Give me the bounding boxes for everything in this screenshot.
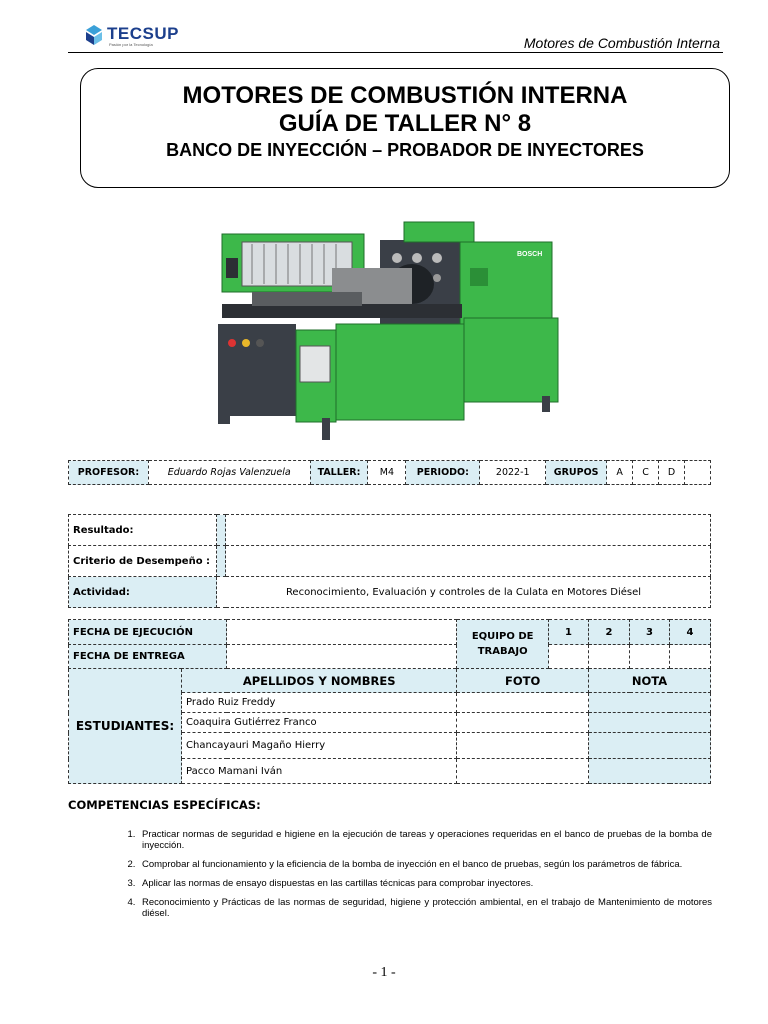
col-nota: NOTA bbox=[589, 669, 711, 693]
student-nota-3[interactable] bbox=[589, 733, 711, 759]
criterio-spacer bbox=[217, 546, 226, 577]
title-box bbox=[80, 68, 730, 188]
tecsup-logo-icon bbox=[83, 24, 105, 46]
estudiantes-label: ESTUDIANTES: bbox=[69, 669, 182, 784]
equipo-label: EQUIPO DE TRABAJO bbox=[457, 620, 549, 669]
header-rule bbox=[68, 52, 723, 53]
equipo-4-check[interactable] bbox=[670, 645, 711, 669]
equipo-2-check[interactable] bbox=[589, 645, 630, 669]
criterio-label: Criterio de Desempeño : bbox=[69, 546, 217, 577]
page-number: - 1 - bbox=[372, 965, 396, 980]
competencia-item-3: 3. Aplicar las normas de ensayo dispuestas en las cartillas técnicas para comprobar inyectores. bbox=[138, 878, 712, 889]
criterio-field[interactable] bbox=[226, 546, 711, 577]
injection-test-bench-image bbox=[212, 218, 562, 448]
tecsup-logo bbox=[83, 22, 183, 48]
col-apellidos-nombres: APELLIDOS Y NOMBRES bbox=[182, 669, 457, 693]
actividad-label: Actividad: bbox=[69, 577, 217, 608]
taller-value: M4 bbox=[368, 461, 406, 485]
fecha-ejecucion-label: FECHA DE EJECUCIÓN bbox=[69, 620, 227, 645]
profesor-label: PROFESOR: bbox=[69, 461, 149, 485]
guide-number: GUÍA DE TALLER N° 8 bbox=[278, 110, 532, 137]
competencia-item-1: 1. Practicar normas de seguridad e higiene en la ejecución de tareas y operaciones requeridas en el banco de pruebas de la bomba de inyección. bbox=[138, 829, 712, 851]
periodo-label: PERIODO: bbox=[406, 461, 480, 485]
equipo-3-check[interactable] bbox=[630, 645, 670, 669]
student-foto-2 bbox=[457, 713, 589, 733]
grupo-d: D bbox=[659, 461, 685, 485]
resultado-field[interactable] bbox=[226, 515, 711, 546]
student-name-3: Chancayauri Magaño Hierry bbox=[182, 733, 457, 759]
grupo-a: A bbox=[607, 461, 633, 485]
student-name-2: Coaquira Gutiérrez Franco bbox=[182, 713, 457, 733]
student-nota-1[interactable] bbox=[589, 693, 711, 713]
students-table bbox=[68, 619, 711, 784]
taller-label: TALLER: bbox=[310, 461, 368, 485]
grupo-c: C bbox=[633, 461, 659, 485]
periodo-value: 2022-1 bbox=[480, 461, 546, 485]
col-foto: FOTO bbox=[457, 669, 589, 693]
equipo-1: 1 bbox=[549, 620, 589, 645]
evaluation-table bbox=[68, 514, 711, 608]
equipo-3: 3 bbox=[630, 620, 670, 645]
student-nota-2[interactable] bbox=[589, 713, 711, 733]
running-header-title: Motores de Combustión Interna bbox=[523, 35, 720, 51]
grupo-empty bbox=[685, 461, 711, 485]
logo-subtitle: Pasión por la Tecnología bbox=[109, 42, 153, 47]
equipo-2: 2 bbox=[589, 620, 630, 645]
resultado-label: Resultado: bbox=[69, 515, 217, 546]
student-nota-4[interactable] bbox=[589, 759, 711, 784]
profesor-value: Eduardo Rojas Valenzuela bbox=[148, 461, 310, 485]
document-title: MOTORES DE COMBUSTIÓN INTERNA bbox=[182, 82, 628, 109]
equipo-4: 4 bbox=[670, 620, 711, 645]
competencias-heading: COMPETENCIAS ESPECÍFICAS: bbox=[68, 798, 261, 812]
document-subtitle: BANCO DE INYECCIÓN – PROBADOR DE INYECTORES bbox=[166, 140, 644, 160]
fecha-entrega-field[interactable] bbox=[227, 645, 457, 669]
logo-text: TECSUP bbox=[107, 24, 179, 43]
competencia-item-2: 2. Comprobar al funcionamiento y la eficiencia de la bomba de inyección en el banco de pruebas, según los parámetros de fábrica. bbox=[138, 859, 712, 870]
student-name-1: Prado Ruiz Freddy bbox=[182, 693, 457, 713]
fecha-entrega-label: FECHA DE ENTREGA bbox=[69, 645, 227, 669]
student-name-4: Pacco Mamani Iván bbox=[182, 759, 457, 784]
resultado-spacer bbox=[217, 515, 226, 546]
student-foto-1 bbox=[457, 693, 589, 713]
grupos-label: GRUPOS bbox=[546, 461, 607, 485]
student-foto-3 bbox=[457, 733, 589, 759]
course-info-table bbox=[68, 460, 711, 485]
competencia-item-4: 4. Reconocimiento y Prácticas de las normas de seguridad, higiene y protección ambiental, en el trabajo de Mantenimiento de motores diésel. bbox=[138, 897, 712, 919]
equipo-1-check[interactable] bbox=[549, 645, 589, 669]
fecha-ejecucion-field[interactable] bbox=[227, 620, 457, 645]
competencias-list bbox=[114, 829, 712, 927]
actividad-value: Reconocimiento, Evaluación y controles de la Culata en Motores Diésel bbox=[217, 577, 711, 608]
student-foto-4 bbox=[457, 759, 589, 784]
bosch-label: BOSCH bbox=[517, 251, 543, 258]
